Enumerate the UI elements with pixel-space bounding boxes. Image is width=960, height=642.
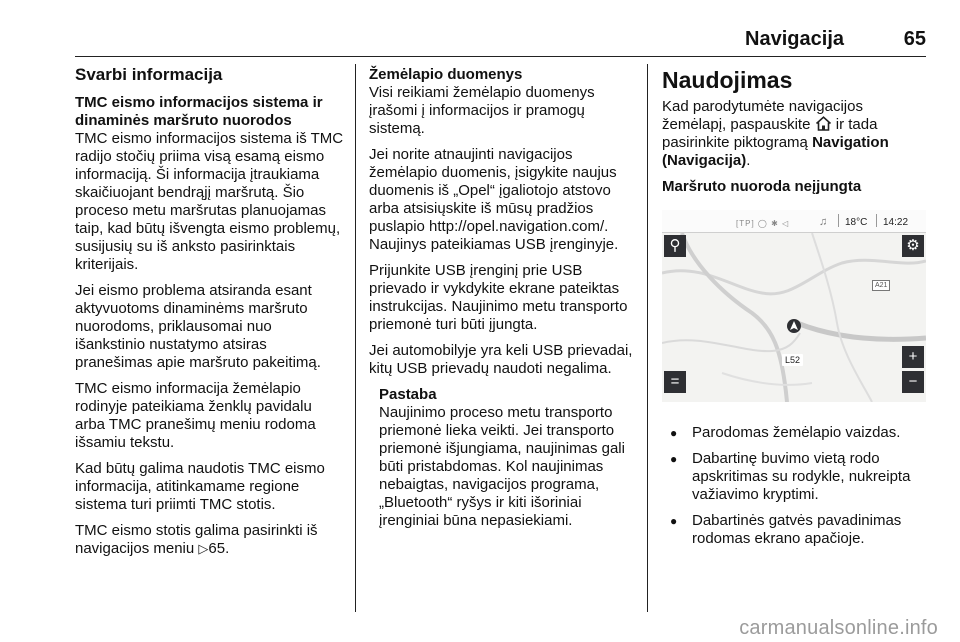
- subheading-route-off: Maršruto nuoroda neįjungta: [662, 178, 862, 195]
- header-rule: [75, 56, 926, 57]
- column-divider-2: [647, 64, 648, 612]
- section-title-usage: Naudojimas: [662, 67, 793, 93]
- music-icon: ♫: [819, 216, 828, 228]
- page-number: 65: [903, 28, 926, 50]
- paragraph: Jei automobilyje yra keli USB prievadai, kitų USB prievadų naudoti negalima.: [369, 342, 633, 377]
- paragraph: Prijunkite USB įrenginį prie USB prievado ir vykdykite ekrane pateiktas instrukcijas. Naujinimo metu transporto priemonė turi būti įjungta.: [369, 262, 628, 333]
- status-separator: [876, 214, 877, 227]
- watermark: carmanualsonline.info: [739, 617, 938, 639]
- search-button[interactable]: ⚲: [664, 235, 686, 257]
- column-2: [369, 66, 637, 530]
- paragraph: Jei eismo problema atsiranda esant aktyvuotoms dinaminėms maršruto nuorodoms, priklausomai nuo išankstinio nustatymo atsiras pranešimas apie maršruto pakeitimą.: [75, 282, 321, 371]
- section-title: Svarbi informacija: [75, 65, 223, 84]
- note-box: [369, 386, 637, 530]
- note-title: Pastaba: [379, 386, 437, 403]
- status-indicators: [TP] ◯ ✱ ◁: [736, 219, 790, 228]
- page-ref: 65.: [208, 540, 230, 557]
- paragraph-ref: TMC eismo stotis galima pasirinkti iš navigacijos meniu ▷65.: [75, 522, 318, 557]
- menu-button[interactable]: =: [664, 371, 686, 393]
- paragraph: Jei norite atnaujinti navigacijos žemėlapio duomenis, įsigykite naujus duomenis iš „Opel“ įgaliotojo atstovo arba atsisiųskite iš mūsų pradžios puslapio http://opel.navigation.com/. Naujinys pateikiamas USB įrenginyje.: [369, 146, 619, 253]
- list-item: ● Dabartinės gatvės pavadinimas rodomas ekrano apačioje.: [662, 512, 927, 548]
- paragraph: TMC eismo informacijos sistema iš TMC radijo stočių priima visą esamą eismo informaciją. Ši informacija įtraukiama skaičiuojant bendrąjį maršrutą. Šio proceso metu maršrutas planuojamas taip, kad būtų išvengta eismo problemų, susijusių su iš anksto pasirinktais kriterijais.: [75, 130, 344, 273]
- road-label: A21: [872, 280, 890, 291]
- subheading-tmc: TMC eismo informacijos sistema ir dinaminės maršruto nuorodos: [75, 94, 323, 129]
- infotainment-screen: [662, 210, 926, 402]
- page-header: [75, 28, 926, 56]
- paragraph: Visi reikiami žemėlapio duomenys įrašomi į informacijos ir pramogų sistemą.: [369, 84, 595, 137]
- paragraph: Kad būtų galima naudotis TMC eismo informacija, atitinkamame regione sistema turi priimti TMC stotis.: [75, 460, 325, 513]
- intro-paragraph: Kad parodytumėte navigacijos žemėlapį, paspauskite ir tada pasirinkite piktogramą Navigation (Navigacija).: [662, 98, 889, 169]
- zoom-out-button[interactable]: −: [902, 371, 924, 393]
- map-view[interactable]: [662, 233, 926, 402]
- status-separator: [838, 214, 839, 227]
- bullet-list: [662, 424, 927, 548]
- temperature: 18°C: [845, 217, 868, 228]
- list-item: ● Dabartinę buvimo vietą rodo apskritimas su rodykle, nukreipta važiavimo kryptimi.: [662, 450, 927, 504]
- home-icon: [815, 116, 832, 131]
- subheading-map-data: Žemėlapio duomenys: [369, 66, 523, 83]
- clock: 14:22: [883, 217, 909, 228]
- map-roads: [662, 233, 926, 402]
- zoom-in-button[interactable]: +: [902, 346, 924, 368]
- street-label: L52: [782, 354, 803, 366]
- column-divider-1: [355, 64, 356, 612]
- column-1: [75, 66, 345, 566]
- status-bar: [662, 210, 926, 233]
- note-text: Naujinimo proceso metu transporto priemonė lieka veikti. Jei transporto priemonė išjungiama, naujinimas gali būti pristabdomas. Kol naujinimas nebaigtas, navigacijos programa, „Bluetooth“ ryšys ir kiti išoriniai įrenginiai būna nepasiekiami.: [379, 404, 625, 529]
- list-item: ● Parodomas žemėlapio vaizdas.: [662, 424, 927, 442]
- header-title: Navigacija: [745, 28, 844, 50]
- settings-button[interactable]: ⚙: [902, 235, 924, 257]
- ref-arrow-icon: ▷: [198, 541, 209, 556]
- column-3: [662, 66, 927, 556]
- paragraph: TMC eismo informacija žemėlapio rodinyje pateikiama ženklų pavidalu arba TMC pranešimų meniu rodoma išsamiu tekstu.: [75, 380, 316, 451]
